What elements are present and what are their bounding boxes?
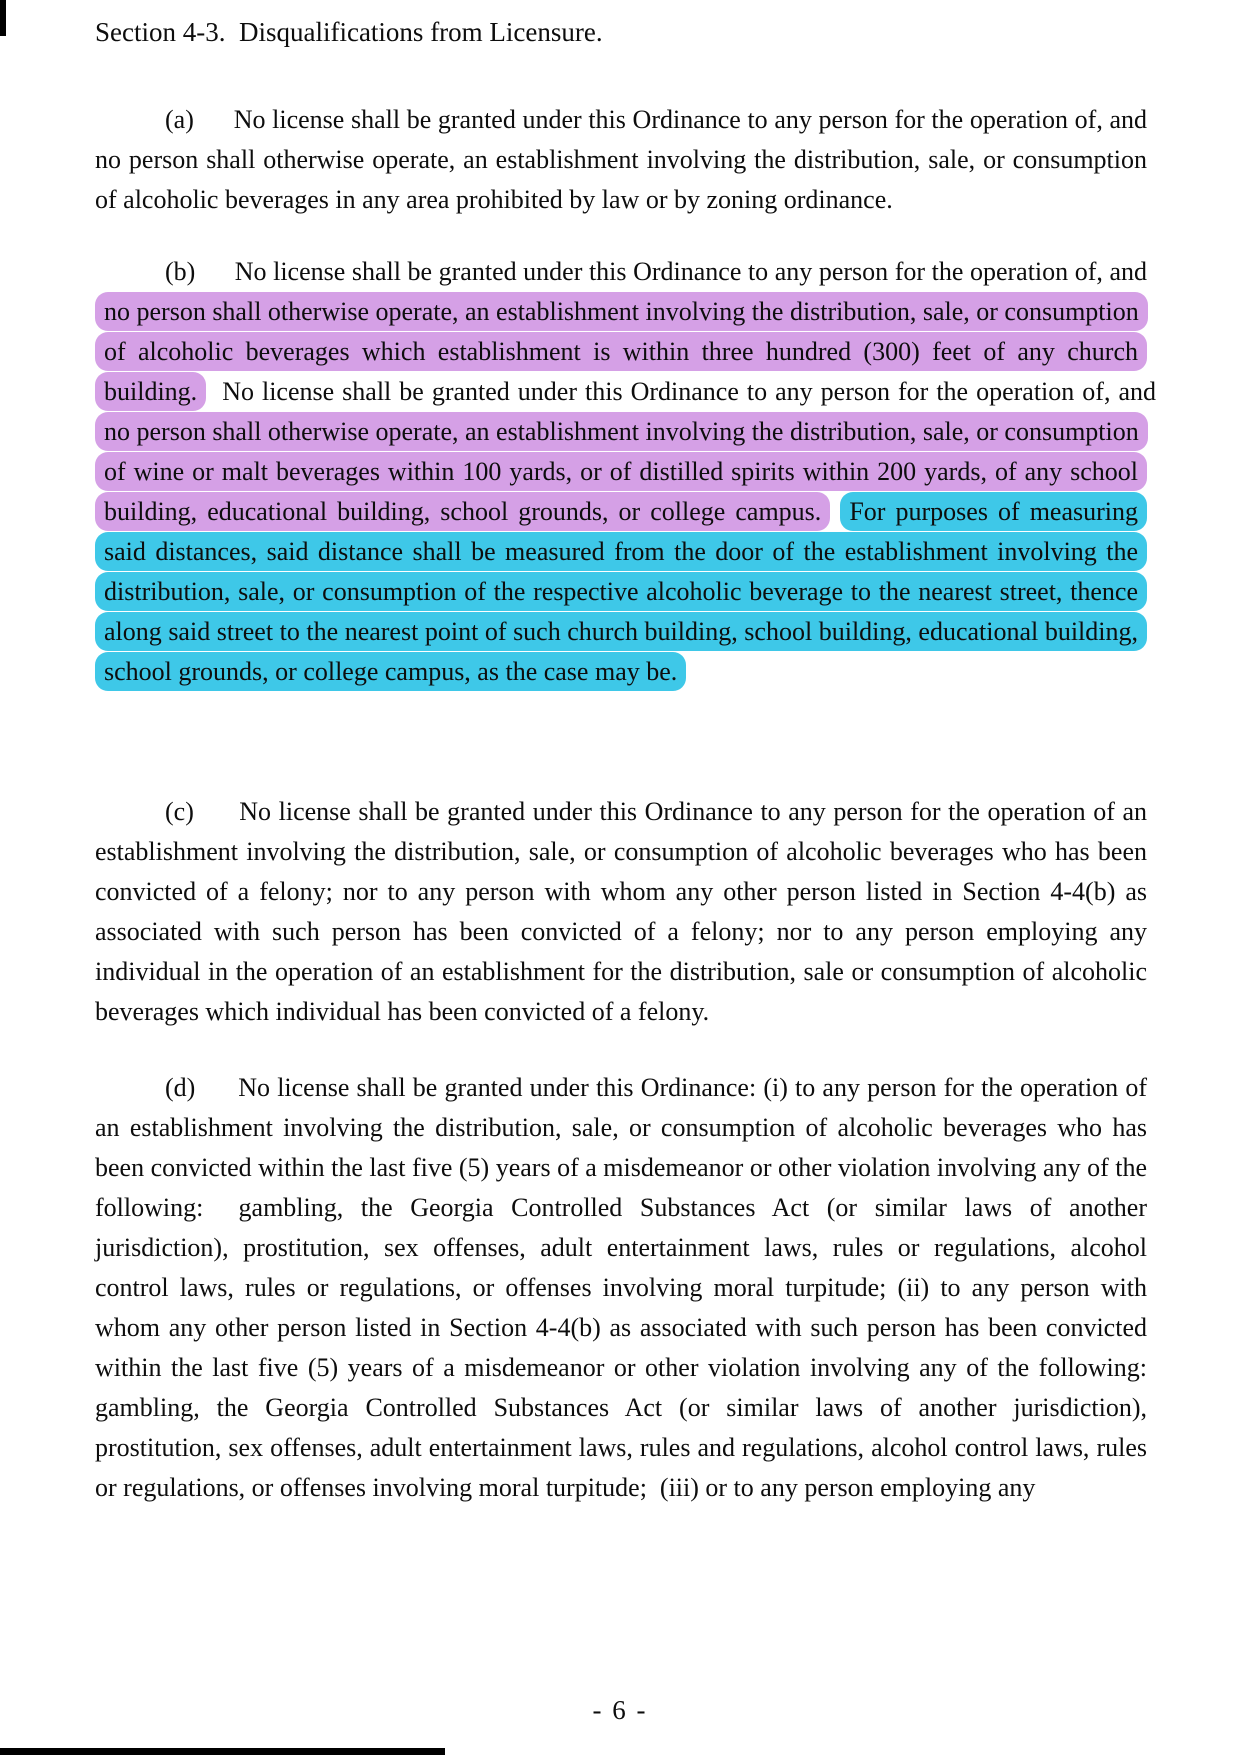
paragraph-b-segment-plain bbox=[830, 497, 840, 526]
paragraph-d bbox=[95, 1068, 1147, 1508]
paragraph-b-segment-plain: No license shall be granted under this Ordinance to any person for the operation of, and bbox=[206, 377, 1156, 406]
page-number: - 6 - bbox=[592, 1695, 648, 1725]
scan-artifact-top-left bbox=[0, 0, 6, 36]
paragraph-c-text: (c) No license shall be granted under this Ordinance to any person for the operation of an establishment involving the distribution, sale, or consumption of alcoholic beverages who has been convicted of a felony; nor to any person with whom any other person listed in Section 4-4(b) as associated with such person has been convicted of a felony; nor to any person employing any individual in the operation of an establishment for the distribution, sale or consumption of alcoholic beverages which individual has been convicted of a felony. bbox=[95, 797, 1147, 1026]
paragraph-c bbox=[95, 792, 1147, 1032]
scan-artifact-bottom-edge bbox=[0, 1748, 445, 1755]
paragraph-b-segment-plain: (b) No license shall be granted under this Ordinance to any person for the operation of, and bbox=[165, 257, 1147, 286]
section-title: Section 4-3. Disqualifications from Licensure. bbox=[95, 17, 603, 47]
paragraph-b-highlight-cyan: For purposes of measuring said distances, said distance shall be measured from the door of the establishment involving the distribution, sale, or consumption of the respective alcoholic beverage to the nearest street, thence along said street to the nearest point of such church building, school building, educational building, school grounds, or college campus, as the case may be. bbox=[95, 492, 1147, 691]
paragraph-a-text: (a) No license shall be granted under this Ordinance to any person for the operation of, and no person shall otherwise operate, an establishment involving the distribution, sale, or consumption of alcoholic beverages in any area prohibited by law or by zoning ordinance. bbox=[95, 105, 1147, 214]
document-content bbox=[95, 12, 1156, 1508]
paragraph-b-highlight-purple-1: no person shall otherwise operate, an establishment involving the distribution, sale, or consumption of alcoholic beverages which establishment is within three hundred (300) feet of any church building. bbox=[95, 292, 1148, 411]
paragraph-b bbox=[95, 252, 1156, 692]
paragraph-b-highlight-purple-2: no person shall otherwise operate, an establishment involving the distribution, sale, or consumption of wine or malt beverages within 100 yards, or of distilled spirits within 200 yards, of any school building, educational building, school grounds, or college campus. bbox=[95, 412, 1148, 531]
paragraph-d-text: (d) No license shall be granted under this Ordinance: (i) to any person for the operation of an establishment involving the distribution, sale, or consumption of alcoholic beverages who has been convicted within the last five (5) years of a misdemeanor or other violation involving any of the following: gambling, the Georgia Controlled Substances Act (or similar laws of another jurisdiction), prostitution, sex offenses, adult entertainment laws, rules or regulations, alcohol control laws, rules or regulations, or offenses involving moral turpitude; (ii) to any person with whom any other person listed in Section 4-4(b) as associated with such person has been convicted within the last five (5) years of a misdemeanor or other violation involving any of the following: gambling, the Georgia Controlled Substances Act (or similar laws of another jurisdiction), prostitution, sex offenses, adult entertainment laws, rules and regulations, alcohol control laws, rules or regulations, or offenses involving moral turpitude; (iii) or to any person employing any bbox=[95, 1073, 1147, 1502]
paragraph-a bbox=[95, 100, 1147, 220]
